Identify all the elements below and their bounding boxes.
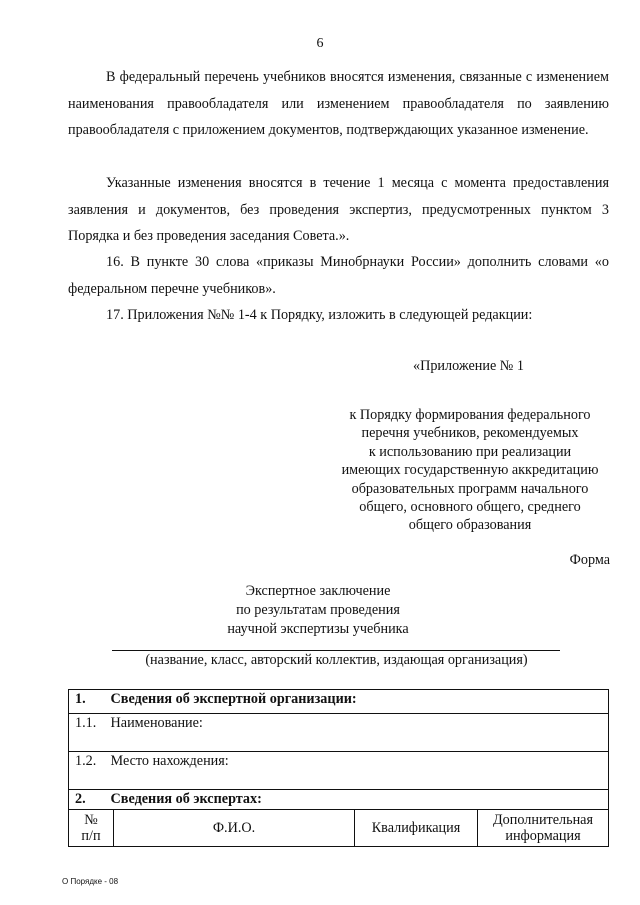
document-title <box>168 582 468 639</box>
header-number-line: № <box>84 812 98 828</box>
appendix-subtitle-line: к использованию при реализации <box>368 443 572 460</box>
footer-label: О Порядке - 08 <box>62 877 119 886</box>
appendix-subtitle-line: имеющих государственную аккредитацию <box>341 462 599 479</box>
row-organization-location <box>69 752 609 790</box>
appendix-subtitle-line: перечня учебников, рекомендуемых <box>361 425 579 442</box>
paragraph-4 <box>68 302 609 329</box>
paragraph-2 <box>68 170 609 250</box>
section-number: 1. <box>75 691 86 707</box>
paragraph-text: Указанные изменения вносятся в течение 1 месяца с момента предоставления заявления и документов, без проведения экспертиз, предусмотренных пунктом 3 Порядка и без проведения заседания Совета.». <box>68 175 609 244</box>
section-1-header <box>69 690 609 714</box>
page-number: 6 <box>316 36 324 51</box>
paragraph-3 <box>68 249 609 302</box>
row-number: 1.1. <box>75 715 97 731</box>
header-extra-line: Дополнительная <box>493 812 593 828</box>
paragraph-text: В федеральный перечень учебников вносятся изменения, связанные с изменением наименования правообладателя или изменением правообладателя по заявлению правообладателя с приложением документов, подтверждающих указанное изменение. <box>68 69 609 138</box>
header-fio: Ф.И.О. <box>114 810 355 847</box>
row-label: Место нахождения: <box>110 753 229 769</box>
appendix-subtitle-line: образовательных программ начального <box>351 480 589 497</box>
document-title-line: по результатам проведения <box>236 602 400 618</box>
section-title: Сведения об экспертах: <box>110 791 262 807</box>
expert-form-table <box>68 689 609 847</box>
row-number: 1.2. <box>75 753 97 769</box>
fill-in-caption: (название, класс, авторский коллектив, издающая организация) <box>145 652 528 668</box>
appendix-subtitle <box>320 406 620 535</box>
header-number-line: п/п <box>81 828 101 844</box>
header-extra-line: информация <box>505 828 581 844</box>
section-number: 2. <box>75 791 86 807</box>
paragraph-text: 16. В пункте 30 слова «приказы Минобрнауки России» дополнить словами «о федеральном перечне учебников». <box>68 254 609 297</box>
fill-in-line <box>112 650 560 651</box>
appendix-subtitle-line: к Порядку формирования федерального <box>349 407 591 423</box>
document-title-line: Экспертное заключение <box>245 583 391 599</box>
row-organization-name <box>69 714 609 752</box>
header-number <box>69 810 114 847</box>
appendix-subtitle-line: общего, основного общего, среднего <box>359 499 581 516</box>
paragraph-1 <box>68 64 609 144</box>
row-label: Наименование: <box>110 715 203 731</box>
appendix-title: «Приложение № 1 <box>413 358 524 374</box>
forma-label: Форма <box>569 552 610 568</box>
paragraph-text: 17. Приложения №№ 1-4 к Порядку, изложить в следующей редакции: <box>106 307 533 323</box>
section-title: Сведения об экспертной организации: <box>110 691 357 707</box>
section-2-header <box>69 790 609 810</box>
document-title-line: научной экспертизы учебника <box>227 621 409 637</box>
header-extra-info <box>478 810 609 847</box>
header-qualification: Квалификация <box>355 810 478 847</box>
appendix-subtitle-line: общего образования <box>408 517 532 534</box>
